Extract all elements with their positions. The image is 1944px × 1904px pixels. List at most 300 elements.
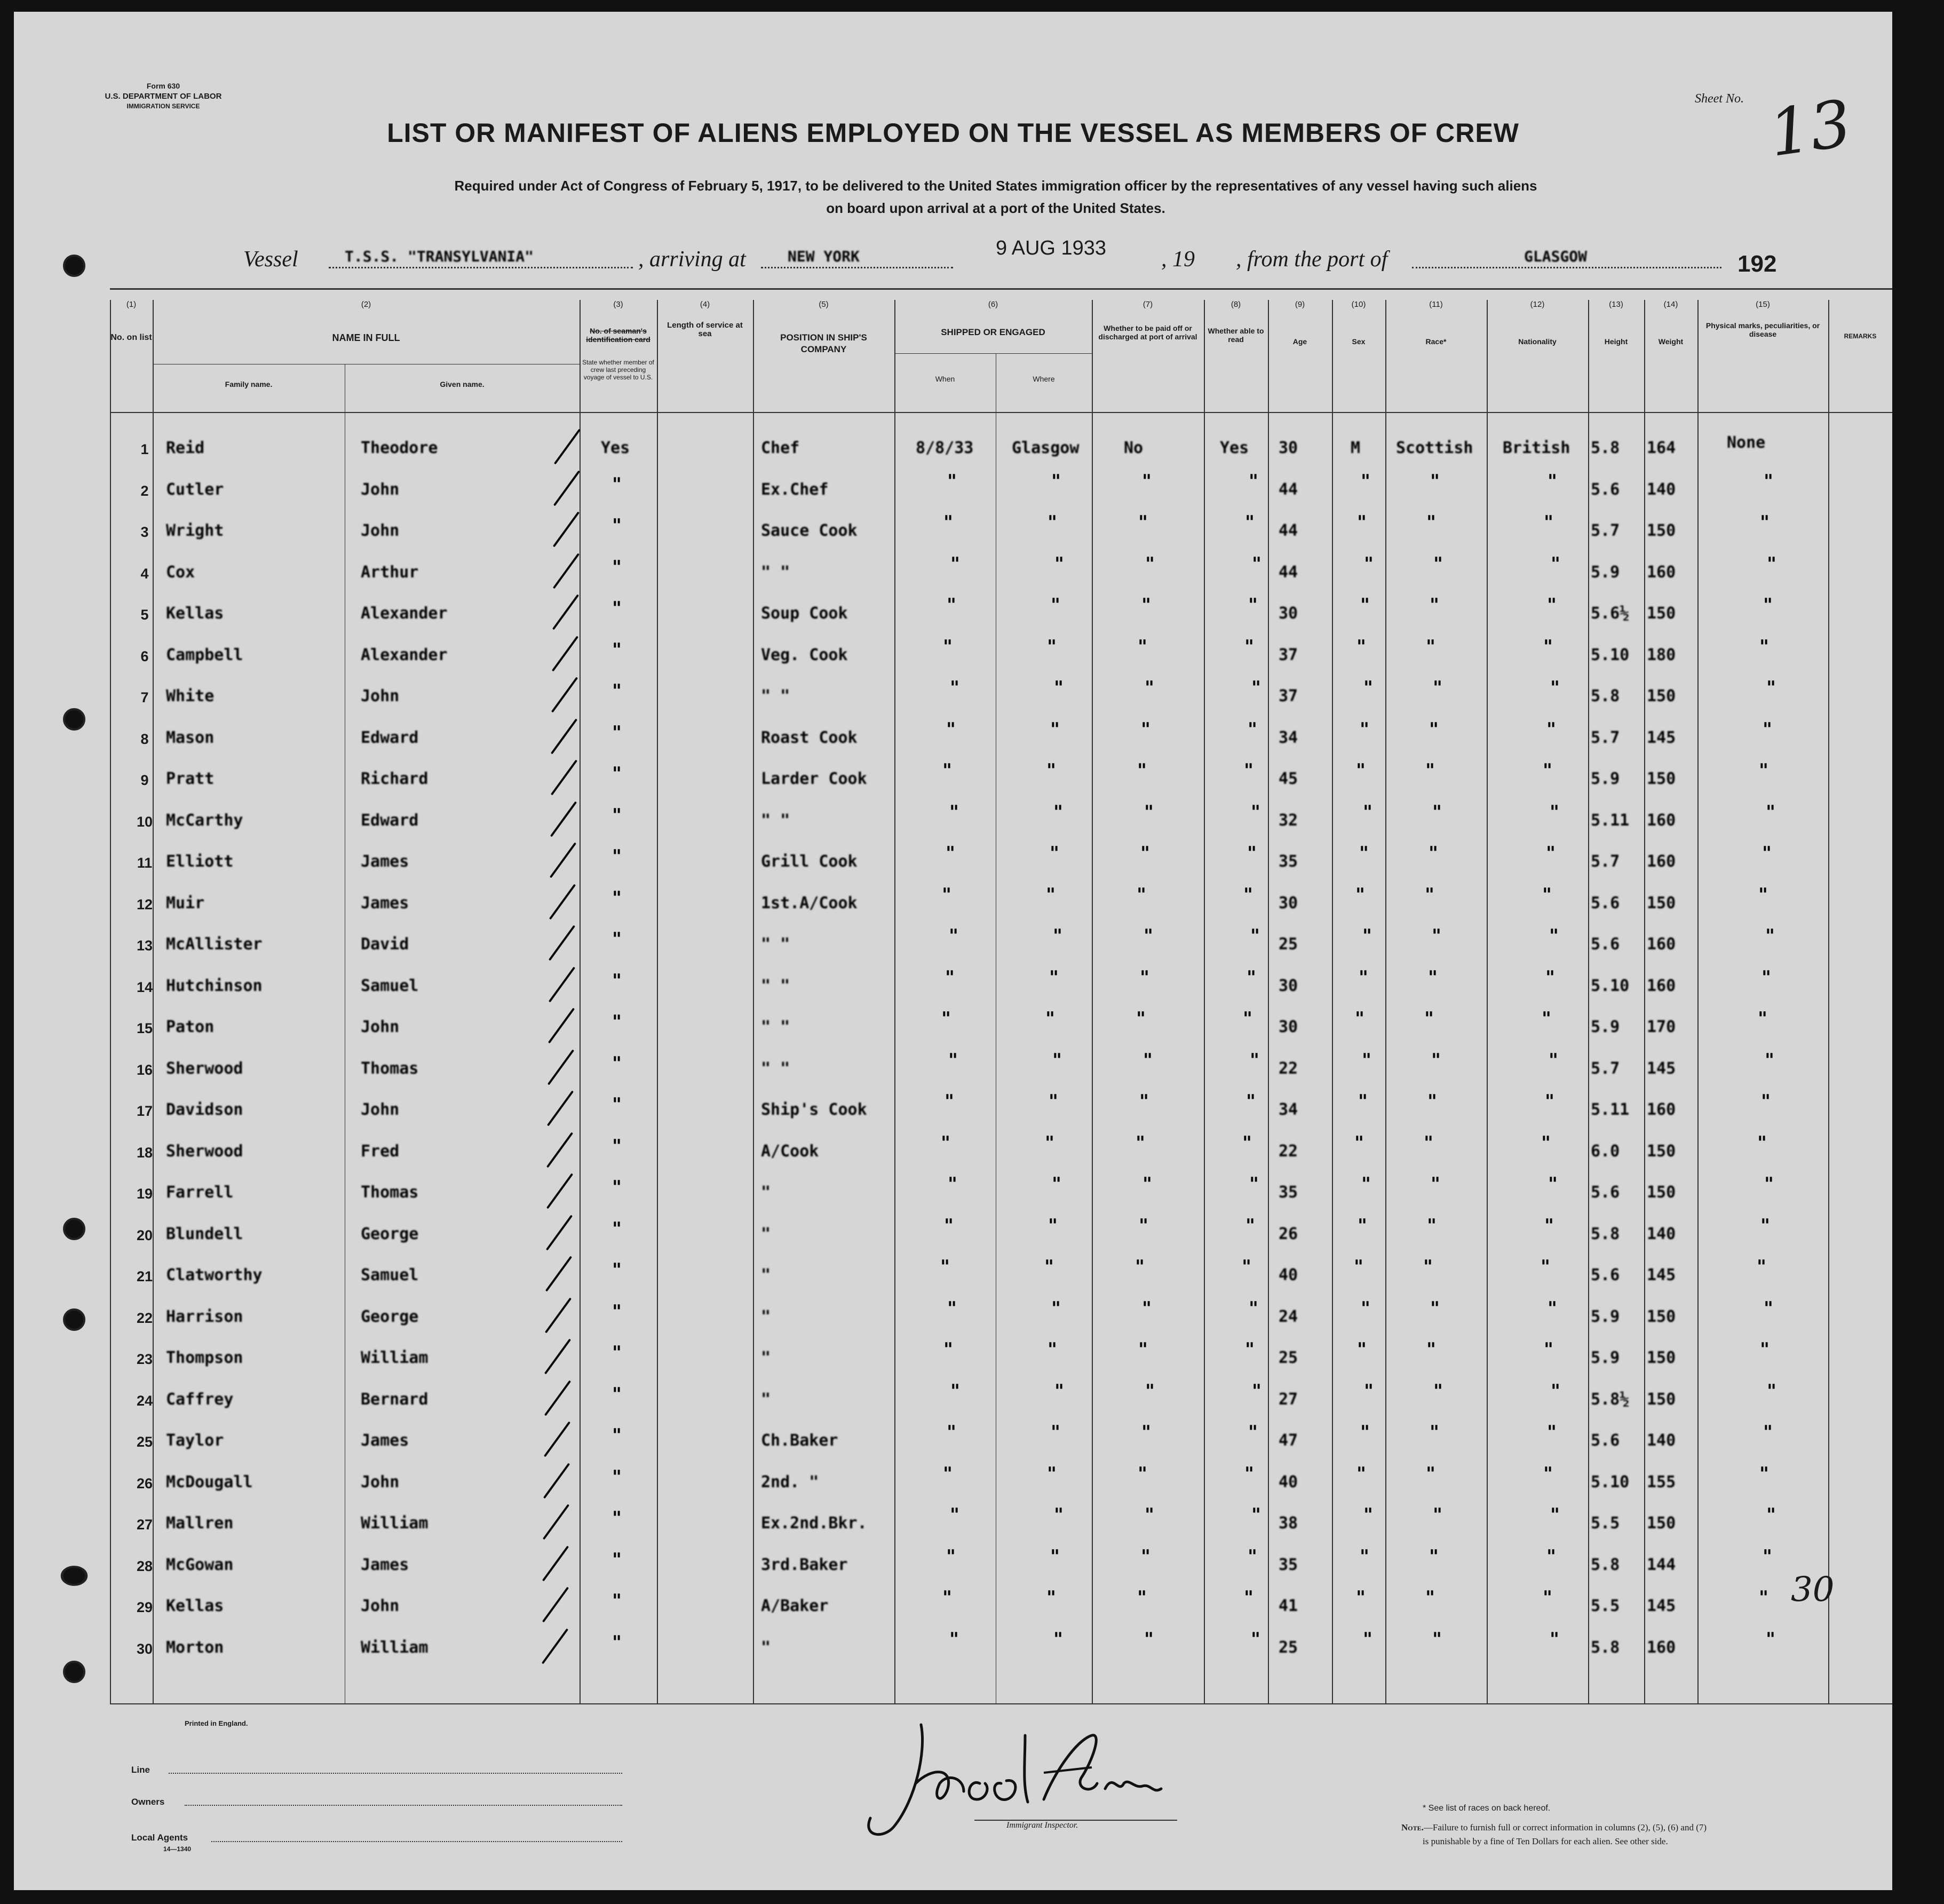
given-name: Edward: [361, 811, 419, 830]
manifest-sheet: [14, 12, 1892, 1890]
weight: 145: [1647, 1597, 1676, 1615]
height: 5.6: [1591, 935, 1620, 954]
ditto-mark: ": [1245, 512, 1255, 533]
ditto-mark: ": [1359, 843, 1369, 864]
ditto-mark: ": [1549, 925, 1559, 947]
ditto-mark: ": [1047, 636, 1057, 657]
age: 35: [1279, 1555, 1298, 1574]
voyage-slash-mark: [552, 636, 578, 671]
weight: 150: [1647, 769, 1676, 788]
position: " ": [761, 976, 790, 995]
voyage-slash-mark: [542, 1628, 568, 1664]
row-number: 4: [140, 565, 149, 582]
family-name: White: [166, 687, 215, 705]
voyage-slash-mark: [550, 842, 576, 878]
vessel-label: Vessel: [243, 247, 298, 272]
ditto-mark: ": [1054, 1380, 1064, 1402]
ditto-mark: ": [1250, 1049, 1259, 1071]
given-name: Thomas: [361, 1183, 419, 1202]
ditto-mark: ": [612, 763, 622, 784]
row-number: 19: [136, 1186, 153, 1202]
family-name: Taylor: [166, 1431, 224, 1450]
ditto-mark: ": [1356, 1463, 1366, 1485]
col-head-last-voyage: State whether member of crew last preceding voyage of vessel to U.S.: [582, 359, 654, 381]
position: ": [761, 1266, 771, 1284]
age: 37: [1279, 687, 1298, 705]
ditto-mark: ": [1242, 1132, 1252, 1154]
ditto-mark: ": [1430, 470, 1440, 492]
voyage-slash-mark: [551, 718, 577, 754]
weight: 160: [1647, 852, 1676, 871]
manifest-title: LIST OR MANIFEST OF ALIENS EMPLOYED ON THE VESSEL AS MEMBERS OF CREW: [387, 118, 1519, 148]
ditto-mark: ": [1431, 1049, 1441, 1071]
ditto-mark: ": [1051, 1422, 1060, 1443]
ditto-mark: ": [946, 843, 955, 864]
from-port-field: [1412, 267, 1721, 268]
col-head-nationality: Nationality: [1518, 337, 1557, 346]
age: 44: [1279, 521, 1298, 540]
ditto-mark: ": [1141, 718, 1150, 740]
given-name: William: [361, 1348, 429, 1367]
grid-line: [1385, 300, 1386, 1703]
ditto-mark: ": [1144, 1628, 1154, 1650]
ditto-mark: ": [1761, 966, 1771, 988]
grid-line: [1588, 300, 1589, 1703]
ditto-mark: ": [612, 970, 622, 991]
col-head-physical-marks: Physical marks, peculiarities, or disease: [1705, 321, 1820, 338]
given-name: Richard: [361, 769, 429, 788]
ditto-mark: ": [950, 1504, 959, 1526]
ditto-mark: ": [950, 553, 960, 575]
note-text-1: —Failure to furnish full or correct information in columns (2), (5), (6) and (7): [1423, 1822, 1707, 1832]
ditto-mark: ": [1141, 1545, 1150, 1567]
family-name: Sherwood: [166, 1059, 243, 1078]
ditto-mark: ": [1248, 718, 1257, 740]
ditto-mark: ": [1363, 677, 1373, 699]
binder-hole: [61, 1566, 88, 1586]
ditto-mark: ": [1425, 1587, 1435, 1608]
col-head-no-on-list: No. on list: [110, 333, 152, 342]
ditto-mark: ": [1051, 1297, 1061, 1319]
ditto-mark: ": [948, 1049, 958, 1071]
ditto-mark: ": [612, 1135, 622, 1157]
voyage-slash-mark: [544, 1338, 571, 1374]
ditto-mark: ": [947, 1297, 957, 1319]
ditto-mark: ": [1046, 1587, 1056, 1608]
position: A/Cook: [761, 1141, 819, 1161]
row-number: 2: [140, 482, 149, 499]
races-note: * See list of races on back hereof.: [1423, 1804, 1551, 1813]
nationality-value: British: [1503, 439, 1570, 457]
ditto-mark: ": [1246, 1091, 1256, 1112]
ditto-mark: ": [1244, 636, 1254, 657]
grid-line: [1092, 300, 1093, 1703]
family-name: Paton: [166, 1018, 215, 1036]
ditto-mark: ": [1763, 594, 1773, 616]
ditto-mark: ": [1763, 1422, 1773, 1443]
ditto-mark: ": [612, 1300, 622, 1322]
ditto-mark: ": [1050, 843, 1059, 864]
ditto-mark: ": [612, 846, 622, 867]
arriving-label: , arriving at: [638, 247, 746, 272]
age: 44: [1279, 562, 1298, 582]
ditto-mark: ": [1250, 925, 1260, 947]
voyage-slash-mark: [544, 1421, 570, 1457]
ditto-mark: ": [1251, 1504, 1261, 1526]
ditto-mark: ": [1541, 1132, 1551, 1154]
ditto-mark: ": [950, 677, 959, 699]
ditto-mark: ": [1542, 1008, 1551, 1029]
ditto-mark: ": [1046, 760, 1056, 781]
ditto-mark: ": [1143, 1049, 1153, 1071]
ditto-mark: ": [1763, 718, 1772, 740]
ditto-mark: ": [1429, 718, 1439, 740]
ditto-mark: ": [1245, 1215, 1255, 1236]
ditto-mark: ": [1765, 1049, 1774, 1071]
ditto-mark: ": [1363, 801, 1372, 823]
owners-field: [185, 1805, 622, 1806]
ditto-mark: ": [612, 1549, 622, 1570]
line-field: [169, 1773, 622, 1774]
col-num-6: (6): [988, 300, 998, 309]
race-value: Scottish: [1396, 439, 1473, 457]
grid-line: [110, 300, 111, 1703]
position: Roast Cook: [761, 728, 858, 747]
grid-line: [1828, 300, 1829, 1703]
voyage-slash-mark: [546, 1173, 573, 1209]
ditto-mark: ": [1145, 553, 1155, 575]
given-name: James: [361, 1555, 409, 1574]
ditto-mark: ": [949, 925, 958, 947]
ditto-mark: ": [612, 1631, 622, 1653]
col-head-id-card-struck: No. of seaman's identification card: [586, 327, 650, 344]
given-name: Bernard: [361, 1390, 429, 1409]
given-name: Theodore: [361, 439, 438, 457]
family-name: Muir: [166, 893, 205, 913]
col-head-when: When: [935, 375, 955, 383]
ditto-mark: ": [1244, 1587, 1253, 1608]
col-num-8: (8): [1231, 300, 1241, 309]
height: 5.8½: [1591, 1390, 1630, 1409]
grid-line: [1644, 300, 1645, 1703]
fine-note: [1401, 1821, 1871, 1849]
ditto-mark: ": [1426, 1339, 1436, 1360]
ditto-mark: ": [1243, 1008, 1252, 1029]
weight: 180: [1647, 645, 1676, 664]
age: 34: [1279, 728, 1298, 747]
ditto-mark: ": [1045, 1008, 1055, 1029]
weight: 155: [1647, 1472, 1676, 1492]
col-head-able-read: Whether able to read: [1208, 327, 1264, 344]
weight: 150: [1647, 687, 1676, 705]
position: ": [761, 1348, 771, 1367]
ditto-mark: ": [612, 680, 622, 702]
given-name: George: [361, 1224, 419, 1243]
ditto-mark: ": [948, 1173, 957, 1195]
given-name: John: [361, 1100, 400, 1119]
row-number: 23: [136, 1351, 153, 1367]
year-label: , 19: [1161, 247, 1195, 272]
ditto-mark: ": [612, 556, 622, 578]
family-name: Farrell: [166, 1183, 234, 1202]
row-number: 5: [140, 607, 149, 623]
row-number: 16: [136, 1061, 153, 1078]
ditto-mark: ": [1356, 760, 1366, 781]
ditto-mark: ": [1141, 1422, 1151, 1443]
position: 3rd.Baker: [761, 1555, 848, 1574]
ditto-mark: ": [1545, 966, 1555, 988]
position: Sauce Cook: [761, 521, 858, 540]
ditto-mark: ": [1767, 1380, 1776, 1402]
row-number: 25: [136, 1434, 153, 1450]
ditto-mark: ": [1759, 760, 1768, 781]
height: 6.0: [1591, 1141, 1620, 1161]
ditto-mark: ": [1142, 470, 1152, 492]
family-name: Cutler: [166, 480, 224, 499]
ditto-mark: ": [1049, 1091, 1058, 1112]
ditto-mark: ": [1433, 677, 1442, 699]
voyage-slash-mark: [548, 1049, 574, 1085]
col-num-4: (4): [700, 300, 710, 309]
given-name: John: [361, 1597, 400, 1615]
age: 35: [1279, 1183, 1298, 1202]
weight: 160: [1647, 562, 1676, 582]
ditto-mark: ": [1049, 966, 1059, 988]
from-port-value: GLASGOW: [1524, 248, 1588, 265]
age: 25: [1279, 1638, 1298, 1657]
weight: 150: [1647, 1307, 1676, 1326]
weight: 140: [1647, 1431, 1676, 1450]
ditto-mark: ": [612, 1177, 622, 1198]
row-number: 12: [136, 896, 153, 913]
col-head-height: Height: [1604, 337, 1628, 346]
ditto-mark: ": [1548, 470, 1557, 492]
ditto-mark: ": [1429, 1545, 1439, 1567]
ditto-mark: ": [1053, 801, 1063, 823]
ditto-mark: ": [1763, 1545, 1772, 1567]
row-number: 22: [136, 1310, 153, 1326]
weight: 150: [1647, 1514, 1676, 1533]
ditto-mark: ": [1431, 1173, 1440, 1195]
height: 5.9: [1591, 1348, 1620, 1367]
given-name: James: [361, 852, 409, 871]
voyage-slash-mark: [552, 594, 579, 630]
ditto-mark: ": [1138, 1339, 1148, 1360]
voyage-slash-mark: [545, 1297, 572, 1333]
voyage-slash-mark: [543, 1463, 570, 1498]
weight: 160: [1647, 1100, 1676, 1119]
ditto-mark: ": [945, 1091, 954, 1112]
ditto-mark: ": [1249, 1297, 1258, 1319]
given-name: Alexander: [361, 604, 448, 623]
row-number: 15: [136, 1020, 153, 1036]
col-num-14: (14): [1663, 300, 1678, 309]
ditto-mark: ": [1425, 760, 1435, 781]
voyage-slash-mark: [548, 1007, 575, 1043]
ditto-mark: ": [1145, 1380, 1155, 1402]
height: 5.6: [1591, 1183, 1620, 1202]
position: ": [761, 1183, 771, 1202]
ditto-mark: ": [1048, 1215, 1058, 1236]
ditto-mark: ": [1761, 1091, 1771, 1112]
col-num-10: (10): [1351, 300, 1366, 309]
given-name: James: [361, 1431, 409, 1450]
family-name: Campbell: [166, 645, 243, 664]
given-name: John: [361, 1472, 400, 1492]
ditto-mark: ": [1252, 553, 1261, 575]
ditto-mark: ": [1764, 470, 1773, 492]
given-name: George: [361, 1307, 419, 1326]
ditto-mark: ": [1362, 925, 1372, 947]
age: 30: [1279, 1018, 1298, 1036]
col-head-given-name: Given name.: [440, 380, 485, 388]
col-num-7: (7): [1142, 300, 1153, 309]
row-number: 13: [136, 938, 153, 954]
col-num-13: (13): [1609, 300, 1623, 309]
given-name: Edward: [361, 728, 419, 747]
row-number: 11: [137, 855, 153, 871]
form-header-block: [83, 81, 243, 112]
ditto-mark: ": [1045, 1132, 1054, 1154]
binder-hole: [63, 255, 85, 277]
ditto-mark: ": [1355, 1008, 1364, 1029]
family-name: Davidson: [166, 1100, 243, 1119]
row-number: 14: [136, 979, 153, 995]
ditto-mark: ": [612, 1342, 622, 1363]
sheet-number-label: Sheet No.: [1695, 92, 1744, 106]
ditto-mark: ": [1051, 470, 1061, 492]
ditto-mark: ": [1054, 553, 1064, 575]
voyage-slash-mark: [543, 1504, 569, 1540]
ditto-mark: ": [1758, 1008, 1767, 1029]
ditto-mark: ": [612, 1590, 622, 1612]
ditto-mark: ": [949, 801, 959, 823]
ditto-mark: ": [612, 887, 622, 909]
position: Veg. Cook: [761, 645, 848, 664]
ditto-mark: ": [1766, 1504, 1776, 1526]
family-name: Clatworthy: [166, 1266, 263, 1284]
row-number: 18: [136, 1144, 153, 1161]
family-name: McAllister: [166, 935, 263, 954]
ditto-mark: ": [947, 594, 956, 616]
ditto-mark: ": [1358, 1215, 1367, 1236]
weight: 144: [1647, 1555, 1676, 1574]
arriving-port-value: NEW YORK: [788, 248, 860, 265]
family-name: Sherwood: [166, 1141, 243, 1161]
height: 5.11: [1591, 1100, 1630, 1119]
ditto-mark: ": [1357, 512, 1367, 533]
ditto-mark: ": [1757, 1132, 1767, 1154]
height: 5.7: [1591, 728, 1620, 747]
inspector-line: [974, 1820, 1177, 1821]
ditto-mark: ": [612, 1218, 622, 1240]
ditto-mark: ": [1760, 1339, 1770, 1360]
able-read-value: Yes: [1220, 439, 1249, 457]
height: 5.10: [1591, 1472, 1630, 1492]
family-name: McGowan: [166, 1555, 234, 1574]
binder-hole: [63, 1218, 85, 1240]
voyage-slash-mark: [549, 884, 576, 919]
col-head-where: Where: [1033, 375, 1055, 383]
ditto-mark: ": [1052, 1049, 1062, 1071]
ditto-mark: ": [1541, 1256, 1550, 1278]
ditto-mark: ": [1140, 966, 1149, 988]
col-head-age: Age: [1292, 337, 1307, 346]
position: ": [761, 1224, 771, 1243]
voyage-slash-mark: [546, 1215, 573, 1250]
ditto-mark: ": [1360, 718, 1369, 740]
ditto-mark: ": [1249, 1173, 1259, 1195]
ditto-mark: ": [1050, 718, 1060, 740]
ditto-mark: ": [1247, 966, 1256, 988]
weight: 140: [1647, 480, 1676, 499]
voyage-slash-mark: [548, 966, 575, 1002]
height: 5.7: [1591, 521, 1620, 540]
height: 5.7: [1591, 1059, 1620, 1078]
ditto-mark: ": [1052, 1173, 1061, 1195]
voyage-slash-mark: [546, 1132, 573, 1168]
given-name: David: [361, 935, 409, 954]
ditto-mark: ": [612, 1508, 622, 1529]
height: 5.6: [1591, 1431, 1620, 1450]
ditto-mark: ": [1427, 1215, 1437, 1236]
voyage-slash-mark: [552, 553, 579, 589]
vessel-field: [329, 267, 633, 268]
weight: 164: [1647, 439, 1676, 457]
position: ": [761, 1638, 771, 1657]
age: 30: [1279, 604, 1298, 623]
ditto-mark: ": [1427, 1091, 1437, 1112]
ditto-mark: ": [943, 1463, 953, 1485]
ditto-mark: ": [950, 1380, 960, 1402]
given-name: Fred: [361, 1141, 400, 1161]
ditto-mark: ": [1047, 1463, 1057, 1485]
family-name: Elliott: [166, 852, 234, 871]
grid-line: [1268, 300, 1269, 1703]
ditto-mark: ": [1358, 1091, 1368, 1112]
given-name: William: [361, 1638, 429, 1657]
grid-line: [1487, 300, 1488, 1703]
ditto-mark: ": [1767, 553, 1776, 575]
age: 25: [1279, 1348, 1298, 1367]
age: 40: [1279, 1472, 1298, 1492]
row-number: 8: [140, 731, 149, 747]
col-num-5: (5): [819, 300, 829, 309]
ditto-mark: ": [1765, 925, 1775, 947]
col-head-weight: Weight: [1658, 337, 1684, 346]
ditto-mark: ": [1360, 1545, 1369, 1567]
binder-hole: [63, 708, 85, 731]
height: 5.10: [1591, 645, 1630, 664]
family-name: Mallren: [166, 1514, 234, 1533]
family-name: Caffrey: [166, 1390, 234, 1409]
ditto-mark: ": [1424, 1132, 1433, 1154]
row-number: 9: [140, 772, 149, 788]
given-name: John: [361, 521, 400, 540]
given-name: James: [361, 893, 409, 913]
given-name: John: [361, 480, 400, 499]
ditto-mark: ": [945, 966, 955, 988]
ditto-mark: ": [1251, 677, 1261, 699]
ditto-mark: ": [1244, 760, 1253, 781]
ditto-mark: ": [942, 1587, 952, 1608]
age: 40: [1279, 1266, 1298, 1284]
row-number: 26: [136, 1475, 153, 1492]
row-number: 29: [136, 1599, 153, 1615]
ditto-mark: ": [1144, 801, 1154, 823]
header-bottom-border: [110, 412, 1892, 413]
col-head-paid-off: Whether to be paid off or discharged at port of arrival: [1098, 324, 1197, 341]
